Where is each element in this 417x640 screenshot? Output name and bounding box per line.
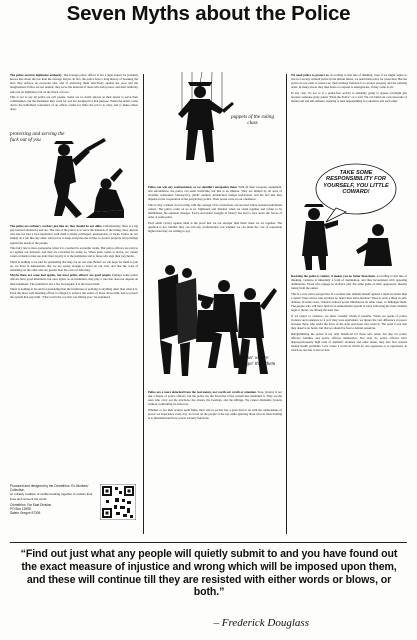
middle-paragraph-3: [148, 221, 282, 233]
officer-lecturing-illustration: [292, 200, 404, 270]
publisher-block: [10, 484, 94, 515]
middle-text-3: Each small victory against them is the proof that we are stronger than them when we act together. The question is not whether they can win any confrontation, but whether we can make the cost of repression higher than they are willing to pay.: [148, 220, 282, 233]
left-paragraph-2: [10, 95, 138, 112]
right-text-4: This is a very naive perspective. Is a woman who defends herself against a rapist no better than a rapist? Were slaves who revolted no better than slave-holders? There is such a thing as self-defense. In some cases, violence reduces power imbalances. In other cases, it challenges them. The people who will have faith in an authoritarian system in total, following the rules whether legal or moral, are among the least free.: [291, 291, 407, 313]
right-lead-1: We need police to protect us.: [291, 73, 330, 77]
left-text-1: The average police officer is not a legal expert; he probably knows less about the law than the average lawyer. In fact, the police have a long history of breaking the laws they enforce on everyone else, and of enforcing them selectively against the poor and the marginalized. Police are not neutral; they serve the interests of those who hold power, and their authority rests not on legitimacy but on the threat of force.: [10, 73, 138, 94]
right-text-2: In any case, it's not as if a police-free society is suddenly going to appear overnight just because someone spray paints "Fuck the Police" on a wall. We can build our own networks of mutual aid and self-defense, learning to take responsibility for ourselves and each other.: [291, 90, 407, 104]
caption-protecting: protecting and serving the fuck out of you: [10, 131, 65, 143]
left-text-5: There is nothing to be said for pretending that they are on our side. Before we can hope for them to join us, we have to demonstrate that we are strong enough to stand on our own, and that the costs of remaining on the other side are greater than the costs of defecting.: [10, 259, 138, 272]
middle-paragraph-2: [148, 203, 282, 220]
right-paragraph-1: [291, 73, 407, 90]
publisher-line-1: Produced and designed by the CrimethInc. Ex-Workers' Collective,: [10, 484, 89, 493]
right-text-5: If we object to violence, we must consider whom it benefits. When we speak of police violence and resistance to it as if they were equivalent, we ignore the vast difference in power between those who wield the force of the state and those who resist it. The point is not that they deserve no better, but that we should be free to defend ourselves.: [291, 313, 407, 331]
middle-text-5: Whether or not their actions seem futile, their role in society has a great deal to do with the relationships of power we experience every day. To focus on the people at the top while ignoring those who do their bidding is to misunderstand how power actually functions.: [148, 407, 282, 421]
right-lead-3: Resisting the police is violent; it makes you no better than them.: [291, 274, 376, 278]
middle-paragraph-1: [148, 185, 282, 202]
right-paragraph-3: [291, 274, 407, 291]
right-paragraph-6: [291, 332, 407, 353]
page-title: Seven Myths about the Police: [66, 2, 351, 25]
left-text-4: This fairy tale is more persuasive when it is couched in economic terms. But police officers are paid to act against our interests, and they are rewarded for doing so. When push comes to shove, we cannot count on them to take our side; their loyalty is to the institution and to those who sign their paychecks.: [10, 245, 138, 259]
speech-bubble-text: TAKE SOME RESPONSIBILITY FOR YOURSELF, YOU LITTLE COWARD!: [323, 170, 389, 196]
left-text-6: Perhaps some police officers have good intentions, but once again, as an institution, they play a role that does not depend on their intentions. The problem is not a few bad apples; it is the barrel itself.: [10, 273, 139, 286]
douglass-quote: “Find out just what any people will quietly submit to and you have found out the exact measure of injustice and wrong which will be imposed upon them, and these will continue till they are resisted with either words or blows, or both.”: [20, 548, 398, 599]
left-lead-3: The police are ordinary workers just like us; they should be our allies.: [10, 224, 103, 228]
left-paragraph-5: [10, 260, 138, 272]
middle-lead-4: Police are a more detached from the real enemy, not worth our wrath or attention.: [148, 390, 257, 394]
left-paragraph-4: [10, 246, 138, 258]
right-text-1: According to this line of thinking, even if we might aspire to live in a society without police in the distant future, we need them today for protection. But the police do not exist to protect us; their primary function is to protect property and the existing order. In many places they take hours to respond to emergencies, if they come at all.: [291, 73, 407, 90]
right-column-bottom: [291, 274, 407, 354]
left-paragraph-7: [10, 287, 138, 299]
qr-code-icon: [100, 484, 136, 520]
right-column-top: [291, 73, 407, 104]
left-lead-1: The police exercise legitimate authority.: [10, 73, 63, 77]
middle-text-4: Sure, tyranny is not just a matter of police officers, but the police are the front line of the system that maintains it. They are the ones who carry out the evictions, the arrests, the beatings, and the killings. We cannot dismantle tyranny without confronting its enforcers.: [148, 390, 282, 407]
left-paragraph-6: [10, 273, 138, 285]
right-paragraph-2: [291, 91, 407, 103]
right-paragraph-4: [291, 292, 407, 313]
middle-text-1: With all their weapons, equipment, and surveillance, the police can seem invincible, but this is an illusion. They are limited by all sorts of invisible constraints: bureaucracy, public opinion, jurisdiction, budget restrictions, and the fact that they depend on the cooperation of the people they police. Their power rests on our obedience.: [148, 185, 282, 202]
left-text-3: Unfortunately, there is a big gap between should be and are. The role of the police is to serve the interests of the ruling class; anyone who has not had a bad experience with them is likely privileged, unobservant, or lucky. Police do not simply do a job like any other: their job is to keep everyone else in line, to protect property and privilege against the needs of the people.: [10, 224, 138, 245]
middle-paragraph-4: [148, 390, 282, 407]
left-lead-6: Maybe there are some bad apples, but most police officers are good people.: [10, 273, 112, 278]
middle-paragraph-5: [148, 408, 282, 420]
left-paragraph-3: [10, 224, 138, 245]
middle-column-top: [148, 185, 282, 234]
quote-attribution: – Frederick Douglass: [213, 617, 309, 629]
left-text-7: There is nothing to be said for pretending that the institution of policing is anything other than what it is. Even the most well-meaning officer is obliged to enforce the orders of those above him, and to protect the system that pays him. "That wasn't the cop that was hitting you," he explained.: [10, 286, 138, 300]
middle-lead-1: Police can win any confrontation, so we shouldn't antagonize them.: [148, 185, 238, 189]
crowd-resisting-police-illustration: [150, 264, 282, 386]
police-beating-illustration: [24, 138, 136, 220]
middle-column-bottom: [148, 390, 282, 421]
column-divider-left: [143, 74, 144, 534]
caption-puppets: puppets of the ruling class: [230, 114, 275, 126]
quote-divider: [10, 542, 407, 543]
middle-text-2: This is why a united crowd acting with the courage of its convictions can succeed where isolated individuals cannot. The police count on us to be frightened and divided; when we stand together and refuse to be intimidated, the equation changes. Every successful struggle in history has had to face down the forces of order at some point.: [148, 202, 282, 220]
left-column-top: [10, 73, 138, 113]
left-column-middle: [10, 224, 138, 301]
publisher-line-3: CrimethInc. Far East Division: [10, 502, 52, 507]
caption-together: together we are stronger than them: [236, 355, 276, 367]
left-text-2: This is not to say all police are evil people. Some are no doubt sincere in their desire to serve their communities, but the institution they work for was not designed for that purpose. When the orders come down, the individual conscience of an officer counts for little; the job is to obey, and to make others obey.: [10, 94, 138, 112]
left-paragraph-1: [10, 73, 138, 94]
publisher-line-5: Salem Oregon 97309: [10, 511, 41, 516]
right-text-6: Delegitimizing the police is not only beneficial for those who resist, but also for police officers' families and police officers themselves. Not only do police officers have disproportionately high rates of domestic violence and other abuse, they also face serious mental health problems. Let's create a world in which no one oppresses or is oppressed, in which no one has to live in fear.: [291, 331, 407, 353]
publisher-line-2: an unlikely coalition of misfits banding together to reclaim their lives and reinvent the world.: [10, 492, 93, 501]
right-paragraph-5: [291, 314, 407, 331]
puppet-officer-illustration: [152, 72, 248, 180]
publisher-line-4: PO Box 13998: [10, 507, 31, 512]
column-divider-right: [286, 74, 287, 534]
right-text-3: According to this line of thinking, violence is inherently a form of domination, and thus inconsistent with opposing domination. Those who engage in violence play the same game as their oppressors, thereby losing from the outset.: [291, 274, 407, 291]
